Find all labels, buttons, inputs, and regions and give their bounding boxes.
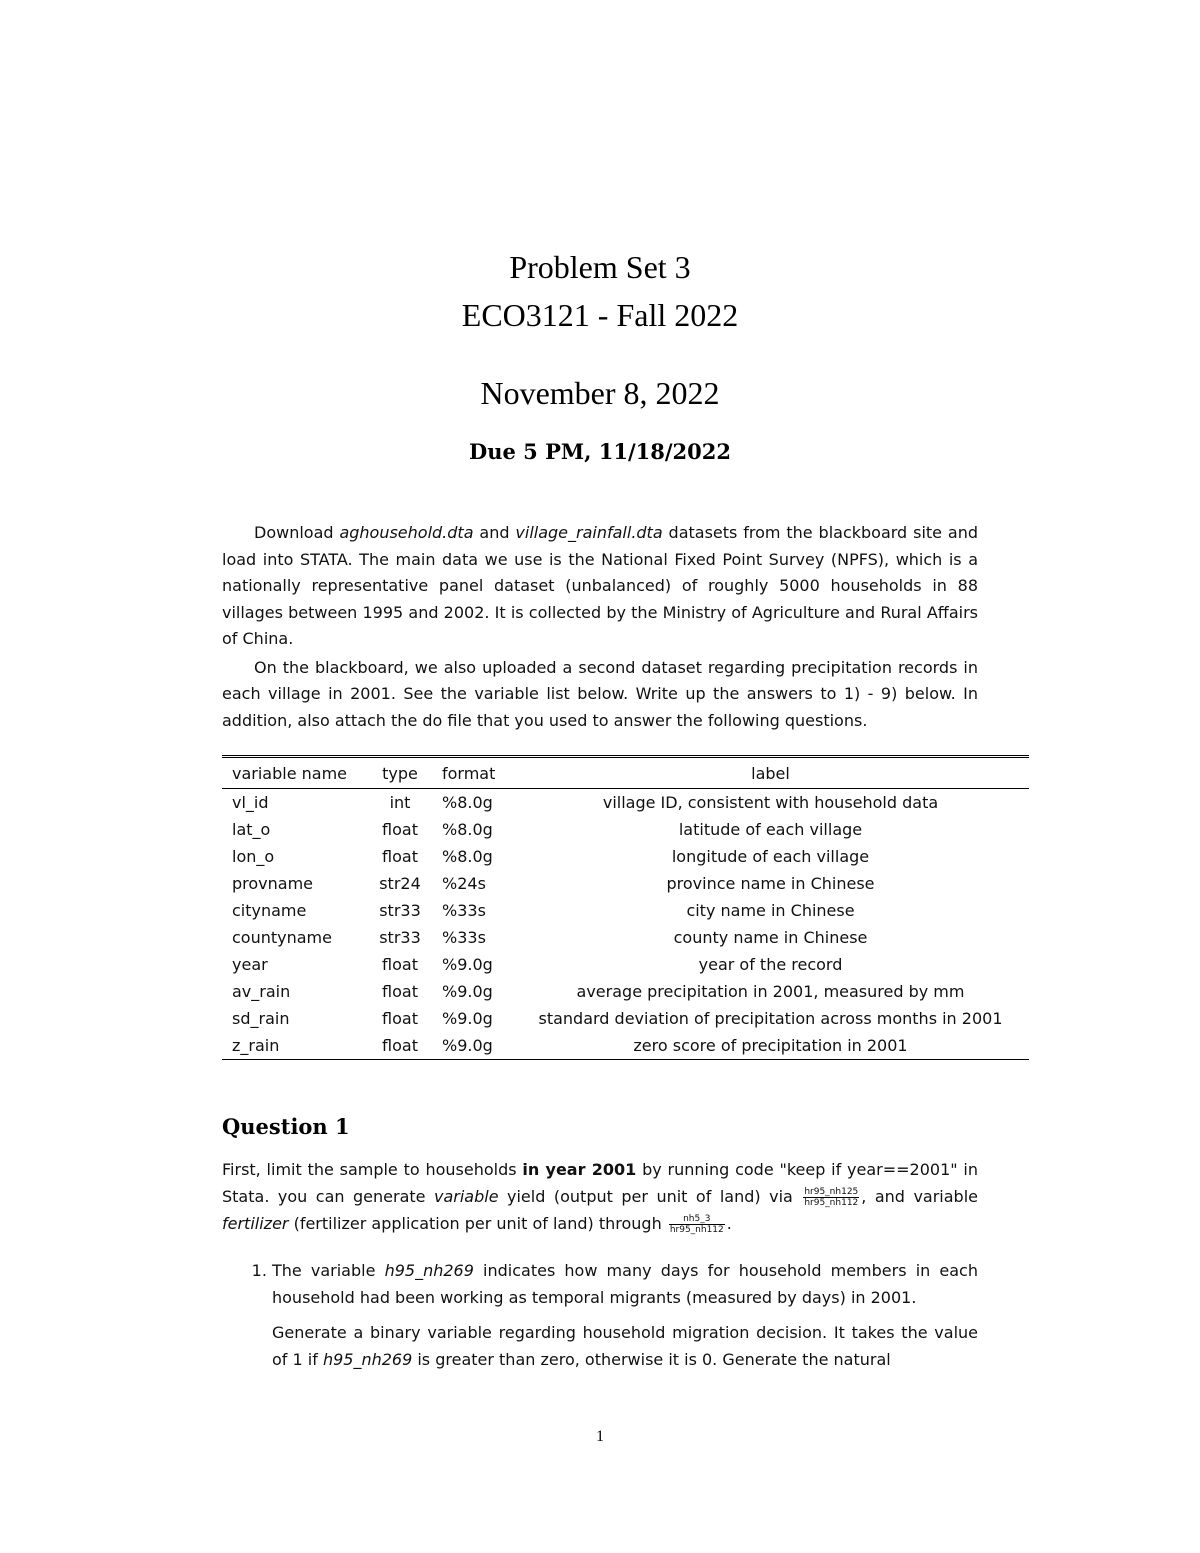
question-emphasis: in year 2001 bbox=[522, 1160, 637, 1179]
table-row bbox=[222, 978, 1029, 1005]
table-row bbox=[222, 951, 1029, 978]
cell-label: year of the record bbox=[698, 955, 843, 974]
cell-variable: cityname bbox=[232, 901, 307, 920]
table-header-row bbox=[222, 757, 1029, 789]
question-text: yield (output per unit of land) via bbox=[498, 1187, 802, 1206]
cell-format: %8.0g bbox=[442, 793, 493, 812]
cell-type: str33 bbox=[379, 928, 421, 947]
cell-variable: lon_o bbox=[232, 847, 275, 866]
header-format: format bbox=[432, 757, 512, 789]
cell-label: longitude of each village bbox=[671, 847, 870, 866]
cell-variable: countyname bbox=[232, 928, 332, 947]
item-text: Generate a binary variable regarding household migration decision. It takes the value of 1 if bbox=[272, 1323, 978, 1369]
cell-variable: year bbox=[232, 955, 268, 974]
document-date: November 8, 2022 bbox=[480, 375, 720, 411]
variable-table bbox=[222, 755, 1029, 1060]
variable-name-italic: h95_nh269 bbox=[322, 1350, 413, 1369]
question-1-heading: Question 1 bbox=[222, 1114, 350, 1139]
cell-format: %9.0g bbox=[442, 982, 493, 1001]
item-text: The variable bbox=[272, 1261, 385, 1280]
cell-variable: vl_id bbox=[232, 793, 269, 812]
due-date: Due 5 PM, 11/18/2022 bbox=[469, 439, 731, 464]
header-variable-name: variable name bbox=[222, 757, 368, 789]
header-type: type bbox=[368, 757, 432, 789]
header-label: label bbox=[512, 757, 1029, 789]
cell-type: float bbox=[382, 982, 418, 1001]
dataset-name-household: aghousehold.dta bbox=[339, 523, 474, 542]
fraction-numerator: nh5_3 bbox=[669, 1214, 725, 1225]
question-1-body bbox=[222, 1156, 978, 1373]
table-row bbox=[222, 870, 1029, 897]
cell-format: %33s bbox=[442, 901, 486, 920]
cell-type: float bbox=[382, 955, 418, 974]
cell-type: str24 bbox=[379, 874, 421, 893]
fraction-numerator: hr95_nh125 bbox=[804, 1187, 859, 1197]
table-row bbox=[222, 924, 1029, 951]
cell-format: %9.0g bbox=[442, 1036, 493, 1055]
cell-label: city name in Chinese bbox=[686, 901, 855, 920]
question-1-paragraph bbox=[222, 1156, 978, 1237]
cell-label: average precipitation in 2001, measured by mm bbox=[576, 982, 965, 1001]
table-row bbox=[222, 843, 1029, 870]
intro-text: datasets from the blackboard site and load into STATA. The main data we use is the National Fixed Point Survey (NPFS), which is a nationally representative panel dataset (unbalanced) of roughly 5000 households in 88 villages between 1995 and 2002. It is collected by the Ministry of Agriculture and Rural Affairs of China. bbox=[222, 523, 979, 648]
question-text: by running code "keep if year==2001" in Stata. you can generate bbox=[222, 1160, 979, 1206]
cell-label: county name in Chinese bbox=[673, 928, 868, 947]
course-subtitle: ECO3121 - Fall 2022 bbox=[461, 297, 739, 333]
cell-format: %33s bbox=[442, 928, 486, 947]
cell-variable: sd_rain bbox=[232, 1009, 290, 1028]
intro-section bbox=[222, 520, 978, 734]
dataset-name-rainfall: village_rainfall.dta bbox=[515, 523, 663, 542]
cell-type: float bbox=[382, 1036, 418, 1055]
cell-variable: av_rain bbox=[232, 982, 291, 1001]
cell-type: float bbox=[382, 1009, 418, 1028]
cell-variable: provname bbox=[232, 874, 314, 893]
item-text: indicates how many days for household members in each household had been working as temporal migrants (measured by days) in 2001. bbox=[272, 1261, 978, 1307]
cell-variable: z_rain bbox=[232, 1036, 280, 1055]
question-italic: fertilizer bbox=[222, 1214, 289, 1233]
cell-type: str33 bbox=[379, 901, 421, 920]
item-1-paragraph-a bbox=[272, 1257, 978, 1311]
cell-label: province name in Chinese bbox=[666, 874, 875, 893]
fraction-denominator: hr95_nh112 bbox=[669, 1225, 724, 1235]
cell-label: latitude of each village bbox=[678, 820, 863, 839]
page-number: 1 bbox=[596, 1428, 604, 1445]
intro-paragraph-2: On the blackboard, we also uploaded a second dataset regarding precipitation records in each village in 2001. See the variable list below. Write up the answers to 1) - 9) below. In addition, also attach the do file that you used to answer the following questions. bbox=[222, 657, 978, 730]
cell-format: %8.0g bbox=[442, 820, 493, 839]
title-block bbox=[0, 243, 1200, 464]
cell-format: %9.0g bbox=[442, 1009, 493, 1028]
cell-format: %9.0g bbox=[442, 955, 493, 974]
cell-type: float bbox=[382, 847, 418, 866]
item-1-paragraph-b bbox=[272, 1319, 978, 1373]
yield-fraction bbox=[803, 1187, 859, 1208]
cell-label: zero score of precipitation in 2001 bbox=[633, 1036, 908, 1055]
intro-paragraph-1 bbox=[222, 520, 978, 653]
question-items-list bbox=[222, 1257, 978, 1373]
item-text: is greater than zero, otherwise it is 0. Generate the natural bbox=[412, 1350, 891, 1369]
cell-variable: lat_o bbox=[232, 820, 271, 839]
question-italic: variable bbox=[433, 1187, 499, 1206]
cell-label: standard deviation of precipitation across months in 2001 bbox=[538, 1009, 1003, 1028]
cell-format: %8.0g bbox=[442, 847, 493, 866]
fraction-denominator: hr95_nh112 bbox=[804, 1198, 859, 1208]
cell-format: %24s bbox=[442, 874, 486, 893]
intro-text: and bbox=[473, 523, 516, 542]
question-text: First, limit the sample to households bbox=[222, 1160, 523, 1179]
variable-name-italic: h95_nh269 bbox=[384, 1261, 474, 1280]
document-title: Problem Set 3 bbox=[509, 249, 691, 285]
fertilizer-fraction bbox=[669, 1214, 725, 1235]
question-text: (fertilizer application per unit of land) through bbox=[288, 1214, 667, 1233]
intro-text: Download bbox=[254, 523, 340, 542]
question-text: , and variable bbox=[861, 1187, 978, 1206]
table-row bbox=[222, 1005, 1029, 1032]
cell-type: float bbox=[382, 820, 418, 839]
question-text: . bbox=[726, 1214, 732, 1233]
cell-label: village ID, consistent with household data bbox=[602, 793, 939, 812]
list-item bbox=[272, 1257, 978, 1373]
table-row bbox=[222, 816, 1029, 843]
table-row bbox=[222, 1032, 1029, 1060]
cell-type: int bbox=[389, 793, 411, 812]
table-row bbox=[222, 789, 1029, 817]
table-row bbox=[222, 897, 1029, 924]
